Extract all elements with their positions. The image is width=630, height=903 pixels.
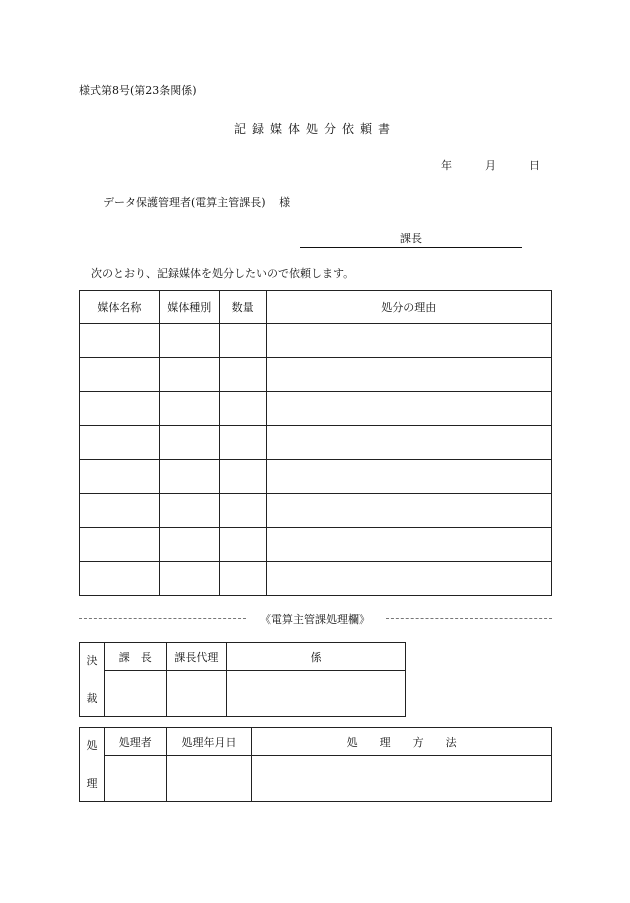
header-staff: 係	[227, 643, 406, 671]
processing-date-cell[interactable]	[166, 756, 252, 802]
quantity-cell[interactable]	[219, 324, 266, 358]
media-type-cell[interactable]	[159, 426, 219, 460]
processing-side-top: 処	[86, 738, 98, 752]
table-row	[80, 528, 552, 562]
table-row	[80, 562, 552, 596]
reason-cell[interactable]	[266, 392, 551, 426]
quantity-cell[interactable]	[219, 494, 266, 528]
processing-input-row	[80, 756, 552, 802]
media-name-cell[interactable]	[80, 324, 160, 358]
media-name-cell[interactable]	[80, 460, 160, 494]
processing-side-label	[80, 728, 105, 802]
header-processing-date: 処理年月日	[166, 728, 252, 756]
document-title: 記録媒体処分依頼書	[233, 122, 396, 136]
header-media-name: 媒体名称	[80, 291, 160, 324]
approval-side-label	[80, 643, 105, 717]
media-name-cell[interactable]	[80, 562, 160, 596]
header-deputy-chief: 課長代理	[166, 643, 227, 671]
reason-cell[interactable]	[266, 562, 551, 596]
staff-stamp-cell[interactable]	[227, 671, 406, 717]
processor-cell[interactable]	[104, 756, 166, 802]
quantity-cell[interactable]	[219, 426, 266, 460]
approval-header-row	[80, 643, 406, 671]
media-table-header	[80, 291, 552, 324]
approval-table	[79, 642, 406, 717]
media-type-cell[interactable]	[159, 324, 219, 358]
divider-label: 《電算主管課処理欄》	[260, 613, 370, 626]
form-number: 様式第8号(第23条関係)	[79, 84, 197, 97]
section-chief-stamp-cell[interactable]	[104, 671, 166, 717]
table-row	[80, 426, 552, 460]
reason-cell[interactable]	[266, 426, 551, 460]
addressee-honorific: 様	[279, 196, 291, 209]
media-table	[79, 290, 552, 596]
reason-cell[interactable]	[266, 358, 551, 392]
header-processing-method: 処 理 方 法	[252, 728, 552, 756]
addressee-name: データ保護管理者(電算主管課長)	[103, 196, 266, 209]
media-type-cell[interactable]	[159, 494, 219, 528]
media-name-cell[interactable]	[80, 358, 160, 392]
quantity-cell[interactable]	[219, 562, 266, 596]
reason-cell[interactable]	[266, 460, 551, 494]
media-name-cell[interactable]	[80, 426, 160, 460]
media-type-cell[interactable]	[159, 528, 219, 562]
date-line	[441, 157, 540, 173]
section-chief-label: 課長	[400, 232, 422, 245]
table-row	[80, 494, 552, 528]
table-row	[80, 460, 552, 494]
table-row	[80, 358, 552, 392]
deputy-chief-stamp-cell[interactable]	[166, 671, 227, 717]
media-name-cell[interactable]	[80, 528, 160, 562]
processing-method-cell[interactable]	[252, 756, 552, 802]
processing-side-bottom: 理	[86, 776, 98, 790]
table-row	[80, 324, 552, 358]
approval-stamp-row	[80, 671, 406, 717]
date-day-label: 日	[529, 159, 540, 172]
quantity-cell[interactable]	[219, 358, 266, 392]
reason-cell[interactable]	[266, 324, 551, 358]
media-type-cell[interactable]	[159, 392, 219, 426]
media-type-cell[interactable]	[159, 358, 219, 392]
reason-cell[interactable]	[266, 494, 551, 528]
quantity-cell[interactable]	[219, 528, 266, 562]
approval-side-top: 決	[86, 653, 98, 667]
quantity-cell[interactable]	[219, 460, 266, 494]
approval-side-bottom: 裁	[86, 691, 98, 705]
intro-text: 次のとおり、記録媒体を処分したいので依頼します。	[91, 267, 355, 280]
header-section-chief: 課 長	[104, 643, 166, 671]
media-name-cell[interactable]	[80, 392, 160, 426]
quantity-cell[interactable]	[219, 392, 266, 426]
section-chief-line	[300, 230, 522, 248]
header-disposal-reason: 処分の理由	[266, 291, 551, 324]
media-type-cell[interactable]	[159, 460, 219, 494]
processing-header-row	[80, 728, 552, 756]
divider-line-right	[386, 618, 552, 619]
media-type-cell[interactable]	[159, 562, 219, 596]
addressee	[103, 194, 290, 210]
date-month-label: 月	[485, 159, 496, 172]
header-media-type: 媒体種別	[159, 291, 219, 324]
date-year-label: 年	[441, 159, 452, 172]
header-quantity: 数量	[219, 291, 266, 324]
media-name-cell[interactable]	[80, 494, 160, 528]
reason-cell[interactable]	[266, 528, 551, 562]
table-row	[80, 392, 552, 426]
processing-table	[79, 727, 552, 802]
header-processor: 処理者	[104, 728, 166, 756]
